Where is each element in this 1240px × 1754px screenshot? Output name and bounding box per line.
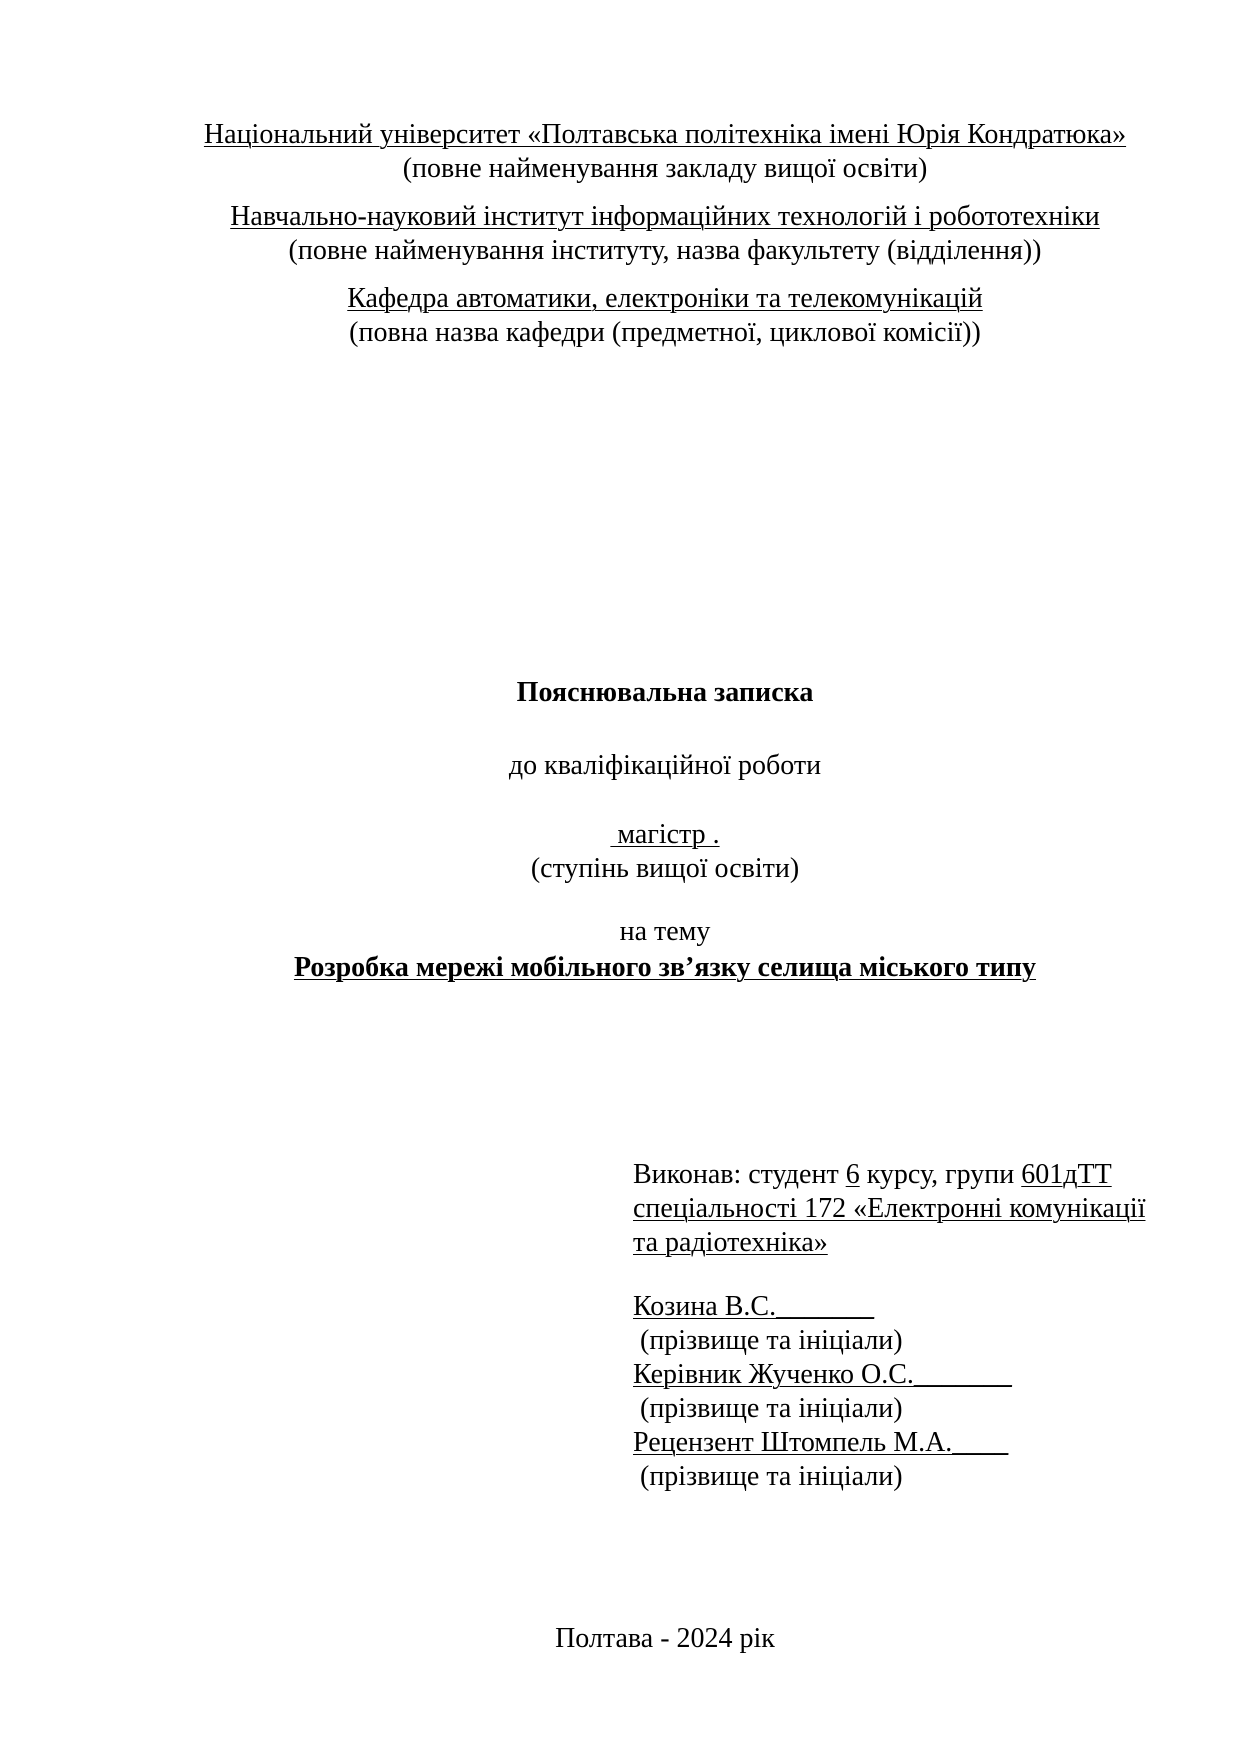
- signatures-block: [633, 1290, 1193, 1494]
- department-name: Кафедра автоматики, електроніки та телекомунікацій: [347, 283, 983, 314]
- degree-value: магістр .: [610, 819, 720, 850]
- department-block: [0, 282, 1240, 350]
- student-caption: (прізвище та ініціали): [633, 1325, 903, 1356]
- document-heading: Пояснювальна записка: [516, 677, 814, 708]
- university-block: [0, 118, 1240, 186]
- course-suffix: курсу, групи: [859, 1159, 1022, 1190]
- supervisor-caption: (прізвище та ініціали): [633, 1393, 903, 1424]
- reviewer-caption: (прізвище та ініціали): [633, 1461, 903, 1492]
- degree-caption: (ступінь вищої освіти): [530, 853, 800, 884]
- institute-block: [0, 200, 1240, 268]
- degree-block: [0, 818, 1240, 886]
- institute-caption: (повне найменування інституту, назва факультету (відділення)): [288, 235, 1042, 266]
- group-number: 601дТТ: [1021, 1159, 1112, 1190]
- course-number: 6: [845, 1159, 860, 1190]
- performer-label: Виконав: студент: [633, 1159, 846, 1190]
- university-name: Національний університет «Полтавська політехніка імені Юрія Кондратюка»: [203, 119, 1127, 150]
- specialty-line-1: спеціальності 172 «Електронні комунікації: [633, 1193, 1146, 1224]
- performer-line: [633, 1158, 1193, 1192]
- supervisor-name: Керівник Жученко О.С._______: [633, 1359, 1012, 1390]
- reviewer-name: Рецензент Штомпель М.А.____: [633, 1427, 1009, 1458]
- topic-title: Розробка мережі мобільного зв’язку селища міського типу: [293, 952, 1037, 983]
- department-caption: (повна назва кафедри (предметної, циклової комісії)): [349, 317, 981, 348]
- institute-name: Навчально-науковий інститут інформаційних технологій і робототехніки: [230, 201, 1100, 232]
- topic-prefix: на тему: [619, 916, 711, 947]
- document-subheading: до кваліфікаційної роботи: [508, 750, 822, 781]
- student-name: Козина В.С._______: [633, 1291, 875, 1322]
- university-caption: (повне найменування закладу вищої освіти): [402, 153, 928, 184]
- specialty-line-2: та радіотехніка»: [633, 1227, 828, 1258]
- city-year: Полтава - 2024 рік: [555, 1623, 775, 1654]
- performer-block: [633, 1158, 1193, 1260]
